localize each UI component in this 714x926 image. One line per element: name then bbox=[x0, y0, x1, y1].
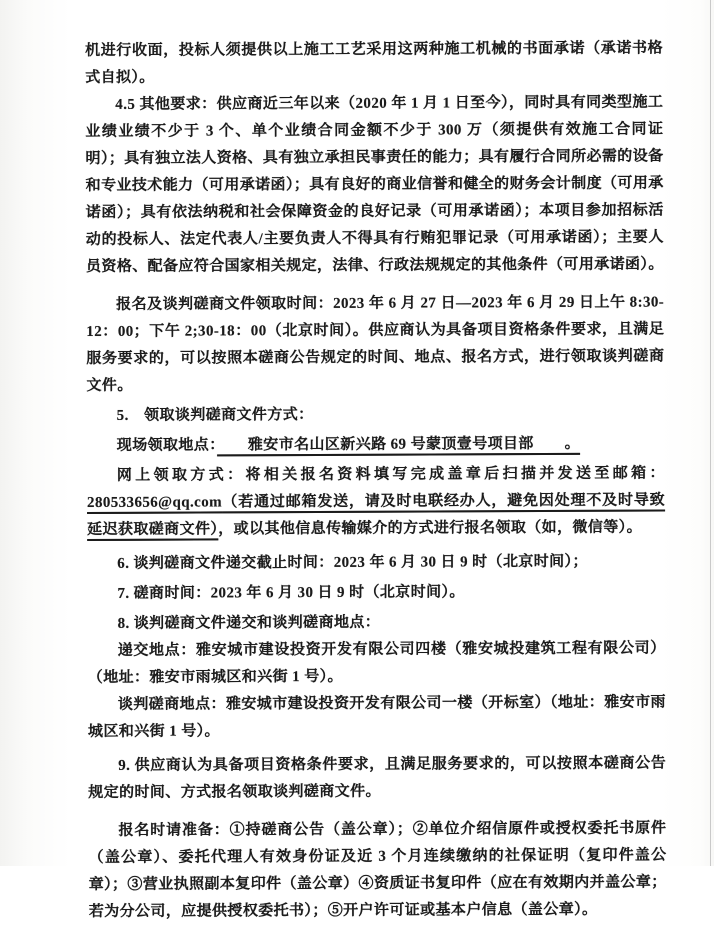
label-text: 网上领取方式：将相关报名资料填写完成盖章后扫描并发送至邮箱： bbox=[116, 465, 665, 484]
paragraph-text: ，或以其他信息传输媒介的方式进行报名领取（如，微信等）。 bbox=[218, 519, 642, 538]
paragraph-text: 递交地点：雅安城市建设投资开发有限公司四楼（雅安城投建筑工程有限公司）（地址：雅安市雨城区和兴街 1 号）。 bbox=[87, 640, 666, 686]
paragraph-registration-materials bbox=[88, 815, 666, 926]
paragraph-continuation bbox=[85, 35, 663, 92]
paragraph-collection-time bbox=[86, 289, 664, 400]
paragraph-item-9-supplier bbox=[88, 750, 666, 807]
paragraph-text: 报名及谈判磋商文件领取时间：2023 年 6 月 27 日—2023 年 6 月 29 日上午 8:30-12：00；下午 2;30-18：00（北京时间）。供应商认为具备项目资格条件要求，且满足服务要求的，可以按照本磋商公告规定的时间、地点、报名方式，进行领取谈判磋商文件。 bbox=[86, 294, 665, 394]
paragraph-text: 9. 供应商认为具备项目资格条件要求，且满足服务要求的，可以按照本磋商公告规定的时间、方式报名领取谈判磋商文件。 bbox=[88, 755, 667, 801]
heading-item-7-negotiation-time bbox=[87, 578, 665, 608]
paragraph-text: 谈判磋商地点：雅安城市建设投资开发有限公司一楼（开标室）（地址：雅安市雨城区和兴街 1 号）。 bbox=[87, 694, 666, 740]
paragraph-negotiation-location bbox=[88, 689, 666, 746]
paragraph-text: 报名时请准备：①持磋商公告（盖公章）；②单位介绍信原件或授权委托书原件（盖公章）、委托代理人有效身份证及近 3 个月连续缴纳的社保证明（复印件盖公章）；③营业执照副本复印件（盖公章）④资质证书复印件（应在有效期内并盖公章；若为分公司，应提供授权委托书）；⑤开户许可证或基本户信息（盖公章）。 bbox=[88, 820, 667, 920]
heading-item-8-locations bbox=[88, 608, 666, 638]
paragraph-online-pickup-method bbox=[87, 460, 665, 544]
heading-item-6-deadline bbox=[87, 548, 665, 578]
document-sheet bbox=[85, 35, 667, 926]
paragraph-text: 4.5 其他要求：供应商近三年以来（2020 年 1 月 1 日至今），同时具有同类型施工业绩业绩不少于 3 个、单个业绩合同金额不少于 300 万（须提供有效施工合同证明）；具有独立法人资格、具有独立承担民事责任的能力；具有履行合同所必需的设备和专业技术能力（可用承诺函）；具有良好的商业信誉和健全的财务会计制度（可用承诺函）；具有依法纳税和社会保障资金的良好记录（可用承诺函）；本项目参加招标活动的投标人、法定代表人/主要负责人不得具有行贿犯罪记录（可用承诺函）；主要人员资格、配备应符合国家相关规定，法律、行政法规规定的其他条件（可用承诺函）。 bbox=[85, 94, 664, 275]
paragraph-other-requirements bbox=[85, 89, 664, 281]
paragraph-text: 机进行收面，投标人须提供以上施工工艺采用这两种施工机械的书面承诺（承诺书格式自拟）。 bbox=[85, 40, 664, 86]
pickup-address-underlined: 雅安市名山区新兴路 69 号蒙顶壹号项目部 。 bbox=[217, 435, 581, 454]
heading-item-5 bbox=[87, 400, 665, 430]
paragraph-submission-location bbox=[88, 635, 666, 692]
heading-text: 5. 领取谈判磋商文件方式： bbox=[116, 407, 314, 424]
heading-text: 7. 磋商时间：2023 年 6 月 30 日 9 时（北京时间）。 bbox=[117, 584, 465, 602]
heading-text: 8. 谈判磋商文件递交和谈判磋商地点： bbox=[117, 614, 381, 632]
heading-text: 6. 谈判磋商文件递交截止时间：2023 年 6 月 30 日 9 时（北京时间）； bbox=[117, 553, 588, 572]
document-body bbox=[85, 35, 667, 926]
email-note-underlined: （若通过邮箱发送，请及时电联经办人，避免因处理不及时导致延迟获取磋商文件） bbox=[87, 492, 666, 538]
paragraph-onsite-pickup-location bbox=[87, 430, 665, 460]
email-address-underlined: 280533656@qq.com bbox=[86, 494, 223, 511]
label-text: 现场领取地点： bbox=[116, 437, 218, 454]
